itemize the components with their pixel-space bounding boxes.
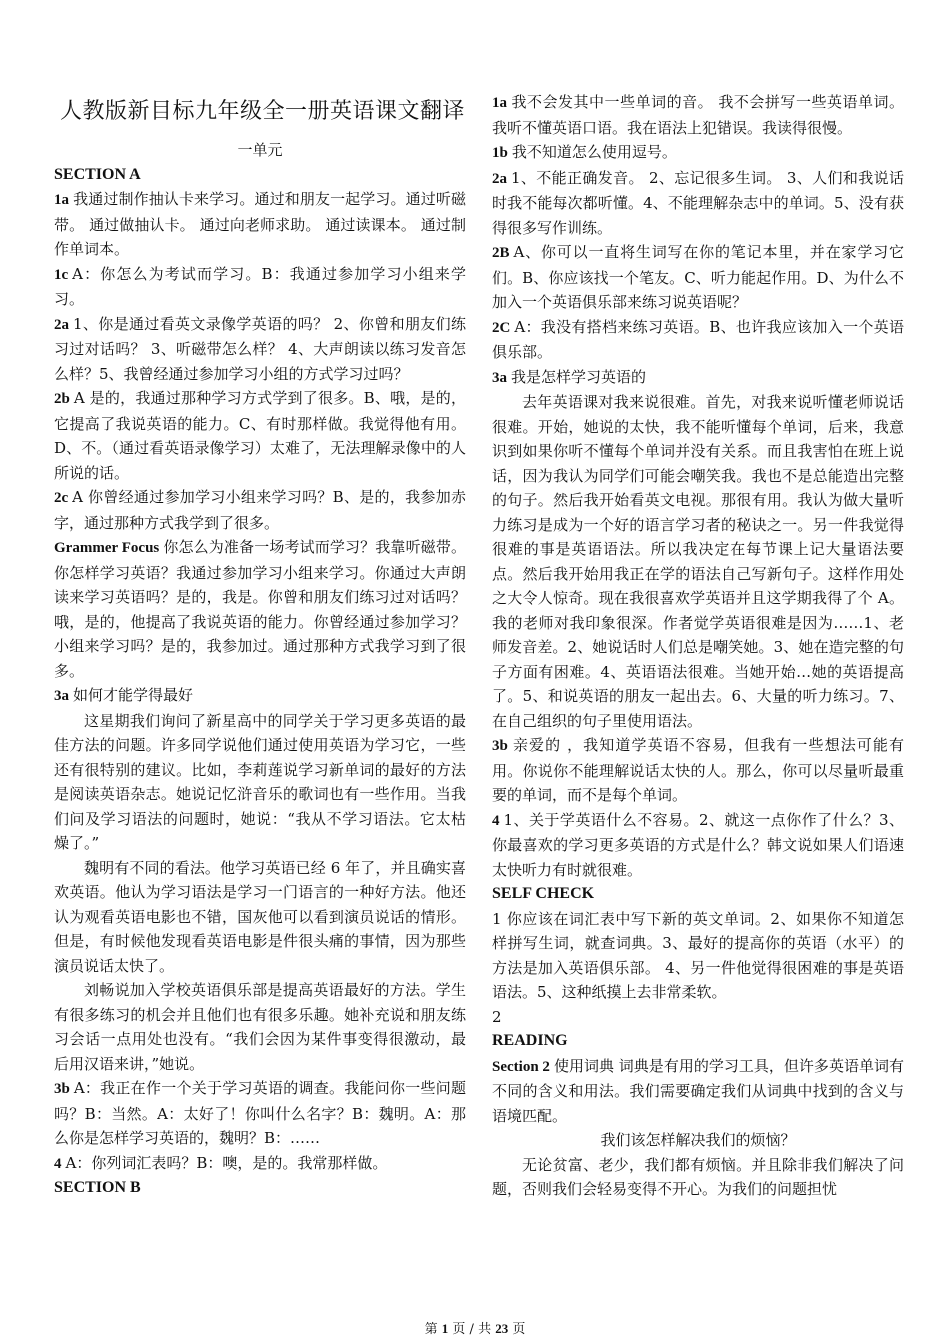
label-2c: 2c [54, 490, 69, 506]
section-b-heading: SECTION B [54, 1179, 141, 1196]
paragraph-3b [54, 1076, 466, 1151]
paragraph-b-2C [492, 315, 904, 365]
text-1c: A：你怎么为考试而学习。B：我通过参加学习小组来学习。 [54, 264, 466, 308]
paragraph-b-3a-body: 去年英语课对我来说很难。首先，对我来说听懂老师说话很难。开始，她说的太快，我不能听懂每个单词，后来，我意识到如果你听不懂每个单词并没有关系。而且我害怕在班上说话，因为我认为同学们可能会嘲笑我。我也不是总能造出完整的句子。然后我开始看英文电视。那很有用。我认为做大量听力练习是成为一个好的语言学习者的秘诀之一。另一件我觉得很难的事是英语语法。所以我决定在每节课上记大量语法要点。然后我开始用我正在学的语法自己写新句子。这样作用处之大令人惊奇。现在我很喜欢学英语并且这学期我得了个 A。我的老师对我印象很深。作者觉学英语很难是因为……1、老师发音差。2、她说话时人们总是嘲笑她。3、她在造完整的句子方面有困难。4、英语语法很难。当她开始…她的英语提高了。5、和说英语的朋友一起出去。6、大量的听力练习。7、在自己组织的句子里使用语法。 [492, 393, 904, 730]
paragraph-b-1b [492, 140, 904, 166]
text-b-3a-title: 我是怎样学习英语的 [511, 367, 647, 386]
paragraph-section-2 [492, 1054, 904, 1129]
section-a-heading: SECTION A [54, 165, 141, 183]
label-section-2: Section 2 [492, 1058, 550, 1075]
text-b-1a: 我不会发其中一些单词的音。 我不会拼写一些英语单词。我听不懂英语口语。我在语法上犯错误。我读得很慢。 [492, 93, 904, 137]
paragraph-b-4 [492, 808, 904, 883]
paragraph-2a [54, 312, 466, 387]
text-b-3b: 亲爱的 ，我知道学英语不容易，但我有一些想法可能有用。你说你不能理解说话太快的人。那么，你可以尽量听最重要的单词，而不是每个单词。 [492, 736, 904, 804]
paragraph-b-2B [492, 240, 904, 315]
paragraph-b-3b [492, 733, 904, 808]
reading-title: 我们该怎样解决我们的烦恼？ [600, 1131, 796, 1149]
footer-middle: 页 / 共 [452, 1322, 492, 1337]
paragraph-3a-body-3: 刘畅说加入学校英语俱乐部是提高英语最好的方法。学生有很多练习的机会并且他们也有很多乐趣。她补充说和朋友练习会话一点用处也没有。“我们会因为某件事变得很激动，最后用汉语来讲，”她说。 [54, 981, 466, 1073]
paragraph-1a [54, 187, 466, 262]
left-column [54, 96, 466, 1201]
label-b-3a: 3a [492, 369, 507, 386]
label-1a: 1a [54, 192, 69, 208]
label-b-2B: 2B [492, 245, 510, 261]
text-4: A：你列词汇表吗？B：噢，是的。我常那样做。 [65, 1153, 388, 1172]
paragraph-1c [54, 262, 466, 312]
label-b-3b: 3b [492, 738, 508, 754]
label-b-1b: 1b [492, 145, 508, 161]
unit-heading: 一单元 [237, 141, 283, 159]
text-b-2a: 1、不能正确发音。 2、忘记很多生词。 3、人们和我说话时我不能每次都听懂。4、不能理解杂志中的单词。5、没有获得很多写作训练。 [492, 168, 904, 237]
label-4: 4 [54, 1155, 62, 1172]
paragraph-3a-title [54, 683, 466, 709]
label-grammar-focus: Grammer Focus [54, 540, 160, 556]
label-b-2C: 2C [492, 319, 511, 336]
paragraph-b-1a [492, 90, 904, 140]
label-3a: 3a [54, 688, 69, 704]
label-b-2a: 2a [492, 170, 507, 187]
label-2b: 2b [54, 391, 70, 407]
footer-prefix: 第 [424, 1322, 438, 1337]
paragraph-4 [54, 1151, 466, 1177]
paragraph-self-check: 1 你应该在词汇表中写下新的英文单词。2、如果你不知道怎样拼写生词，就查词典。3、最好的提高你的英语（水平）的方法是加入英语俱乐部。 4、另一件他觉得很困难的事是英语语法。5、这种纸摸上去非常柔软。 [492, 909, 904, 1001]
text-2a: 1、你是通过看英文录像学英语的吗？ 2、你曾和朋友们练习过对话吗？ 3、听磁带怎么样？ 4、大声朗读以练习发音怎么样？5、我曾经通过参加学习小组的方式学习过吗？ [54, 314, 466, 383]
reading-heading: READING [492, 1032, 568, 1049]
unit-number-2: 2 [492, 1007, 502, 1026]
paragraph-2b [54, 386, 466, 485]
self-check-heading: SELF CHECK [492, 885, 595, 902]
text-b-2C: A：我没有搭档来练习英语。B、也许我应该加入一个英语俱乐部。 [492, 317, 904, 361]
paragraph-3a-body-1: 这星期我们询问了新星高中的同学关于学习更多英语的最佳方法的问题。许多同学说他们通过使用英语为学习它，一些还有很特别的建议。比如，李莉莲说学习新单词的最好的方法是阅读英语杂志。她说记忆浒音乐的歌词也有一些作用。当我们问及学习语法的问题时，她说：“我从不学习语法。它太枯燥了。” [54, 711, 466, 852]
text-2c: A 你曾经通过参加学习小组来学习吗？B、是的，我参加赤字，通过那种方式我学到了很多。 [54, 488, 466, 532]
label-1c: 1c [54, 266, 69, 283]
label-b-1a: 1a [492, 95, 507, 111]
footer-total-pages: 23 [495, 1321, 509, 1336]
text-section-2: 使用词典 词典是有用的学习工具，但许多英语单词有不同的含义和用法。我们需要确定我们从词典中找到的含义与语境匹配。 [492, 1056, 904, 1125]
page-footer [0, 1318, 950, 1337]
paragraph-2c [54, 485, 466, 535]
text-3a-title: 如何才能学得最好 [73, 686, 194, 704]
paragraph-b-3a-title [492, 365, 904, 391]
text-b-2B: A、你可以一直将生词写在你的笔记本里，并在家学习它们。B、你应该找一个笔友。C、听力能起作用。D、为什么不加入一个英语俱乐部来练习说英语呢？ [492, 243, 904, 311]
text-1a: 我通过制作抽认卡来学习。通过和朋友一起学习。通过听磁带。 通过做抽认卡。 通过向老师求助。 通过读课本。 通过制作单词本。 [54, 190, 466, 258]
label-3b: 3b [54, 1081, 70, 1097]
text-grammar-focus: 你怎么为准备一场考试而学习？我靠听磁带。你怎样学习英语？我通过参加学习小组来学习。你通过大声朗读来学习英语吗？是的，我是。你曾和朋友们练习过对话吗？哦，是的，他提高了我说英语的能力。你曾经通过参加学习？小组来学习吗？是的，我参加过。通过那种方式我学习到了很多。 [54, 538, 466, 680]
footer-page-number: 1 [441, 1321, 449, 1336]
paragraph-grammar-focus [54, 535, 466, 683]
page-title: 人教版新目标九年级全一册英语课文翻译 [60, 99, 466, 124]
label-2a: 2a [54, 316, 69, 333]
text-2b: A 是的，我通过那种学习方式学到了很多。B、哦，是的，它提高了我说英语的能力。C、有时那样做。我觉得他有用。D、不。（通过看英语录像学习）太难了，无法理解录像中的人所说的话。 [54, 389, 466, 482]
label-b-4: 4 [492, 812, 500, 829]
paragraph-reading-body: 无论贫富、老少，我们都有烦恼。并且除非我们解决了问题，否则我们会轻易变得不开心。为我们的问题担忧 [492, 1155, 904, 1198]
paragraph-3a-body-2: 魏明有不同的看法。他学习英语已经 6 年了，并且确实喜欢英语。他认为学习语法是学习一门语言的一种好方法。他还认为观看英语电影也不错，国灰他可以看到演员说话的情形。但是，有时候他发现看英语电影是件很头痛的事情，因为那些演员说话太快了。 [54, 858, 466, 975]
right-column [492, 90, 904, 1202]
paragraph-b-2a [492, 166, 904, 241]
text-b-1b: 我不知道怎么使用逗号。 [511, 143, 677, 161]
text-b-4: 1、关于学英语什么不容易。2、就这一点你作了什么？3、你最喜欢的学习更多英语的方式是什么？韩文说如果人们语速太快听力有时就很难。 [492, 810, 904, 879]
text-3b: A：我正在作一个关于学习英语的调查。我能问你一些问题吗？B：当然。A：太好了！你叫什么名字？B：魏明。A：那么你是怎样学习英语的，魏明？B：…… [54, 1079, 466, 1147]
footer-suffix: 页 [512, 1322, 526, 1337]
